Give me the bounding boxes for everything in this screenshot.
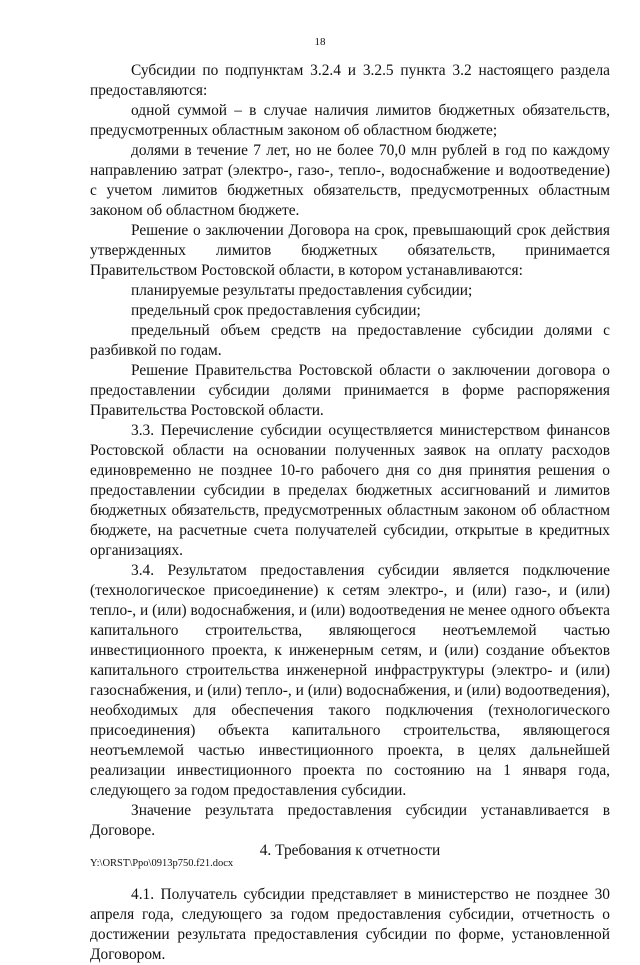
- paragraph: одной суммой – в случае наличия лимитов бюджетных обязательств, предусмотренных областным законом об областном бюджете;: [90, 102, 610, 139]
- paragraph: Решение о заключении Договора на срок, превышающий срок действия утвержденных лимитов бюджетных обязательств, принимается Правительством Ростовской области, в котором устанавливаются:: [90, 222, 610, 279]
- paragraph: долями в течение 7 лет, но не более 70,0 млн рублей в год по каждому направлению затрат (электро-, газо-, тепло-, водоснабжение и водоотведение) с учетом лимитов бюджетных обязательств, предусмотренных областным законом об областном бюджете.: [90, 142, 610, 219]
- footer-file-path: Y:\ORST\Ppo\0913p750.f21.docx: [90, 858, 234, 869]
- paragraph: планируемые результаты предоставления субсидии;: [131, 282, 473, 299]
- page-number: 18: [314, 36, 326, 48]
- paragraph: 3.4. Результатом предоставления субсидии является подключение (технологическое присоединение) к сетям электро-, и (или) газо-, и (или) тепло-, и (или) водоснабжения, и (или) водоотведения не менее одного объекта капитального строительства, являющегося неотъемлемой частью инвестиционного проекта, к инженерным сетям, и (или) создание объектов капитального строительства инженерной инфраструктуры (электро- и (или) газоснабжения, и (или) тепло-, и (или) водоснабжения, и (или) водоотведения), необходимых для обеспечения такого подключения (технологического присоединения) объекта капитального строительства, являющегося неотъемлемой частью инвестиционного проекта, в целях дальнейшей реализации инвестиционного проекта по состоянию на 1 января года, следующего за годом предоставления субсидии.: [90, 562, 610, 799]
- paragraph: предельный срок предоставления субсидии;: [131, 302, 421, 319]
- document-body: [90, 61, 610, 965]
- paragraph: 4.1. Получатель субсидии представляет в министерство не позднее 30 апреля года, следующего за годом предоставления субсидии, отчетность о достижении результата предоставления субсидии по форме, установленной Договором.: [90, 886, 610, 963]
- paragraph: Субсидии по подпунктам 3.2.4 и 3.2.5 пункта 3.2 настоящего раздела предоставляются:: [90, 62, 610, 99]
- paragraph: Значение результата предоставления субсидии устанавливается в Договоре.: [90, 802, 610, 839]
- paragraph: 3.3. Перечисление субсидии осуществляется министерством финансов Ростовской области на основании полученных заявок на оплату расходов единовременно не позднее 10-го рабочего дня со дня принятия решения о предоставлении субсидии в пределах бюджетных ассигнований и лимитов бюджетных обязательств, предусмотренных областным законом об областном бюджете, на расчетные счета получателей субсидии, открытые в кредитных организациях.: [90, 422, 610, 559]
- paragraph: Решение Правительства Ростовской области о заключении договора о предоставлении субсидии долями принимается в форме распоряжения Правительства Ростовской области.: [90, 362, 610, 419]
- paragraph: предельный объем средств на предоставление субсидии долями с разбивкой по годам.: [90, 322, 610, 359]
- section-heading: 4. Требования к отчетности: [259, 842, 441, 859]
